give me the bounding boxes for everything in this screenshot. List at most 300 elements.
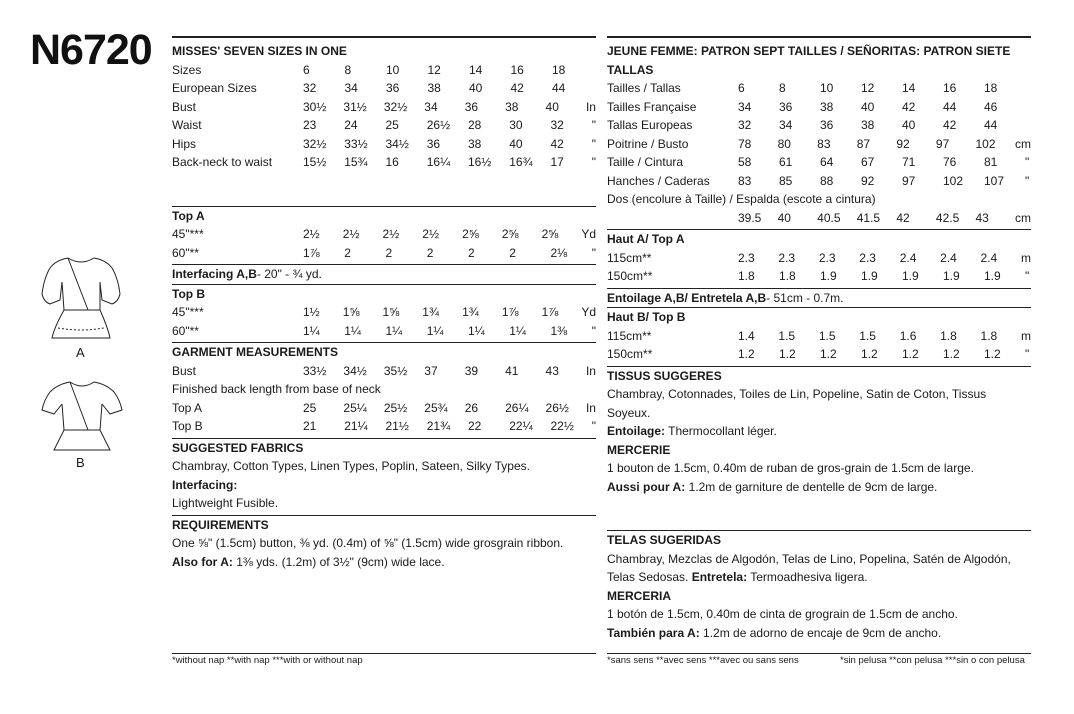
table-cell: 36 [386,81,400,95]
table-row [607,116,1031,135]
table-cell: 26½ [426,118,451,132]
table-row [607,172,1031,191]
table-cell: 44 [552,81,566,95]
table-cell: 25¼ [343,400,367,415]
fabrics-text [172,457,596,513]
size-chart-fr [607,79,1031,190]
table-cell: 17 [550,155,564,169]
table-cell: 21¼ [344,419,368,433]
unit-cell: " [591,323,597,338]
row-label: 60"** [172,323,199,338]
table-cell: 61 [779,155,793,169]
table-cell: 1¼ [385,323,403,338]
table-cell: 1¼ [509,323,526,338]
section-title-tissus: TISSUS SUGGERES [607,368,722,383]
table-cell: 2.3 [778,250,796,265]
table-cell: 1.4 [738,328,755,343]
table-cell: 35½ [383,363,408,378]
table-cell: 40 [545,99,559,114]
row-label: Hanches / Caderas [607,173,710,188]
table-cell: 37 [424,363,438,378]
telas-text [607,550,1031,587]
table-cell: 1¼ [303,323,320,338]
table-cell: 1.2 [984,347,1001,361]
table-cell: 1.8 [779,269,796,283]
table-cell: 34½ [385,136,409,151]
table-row [172,61,596,80]
figure-a-label: A [76,345,85,360]
row-label: Tailles Française [607,99,697,114]
table-cell: 36 [820,118,834,132]
unit-cell: " [591,136,597,151]
table-row [607,209,1031,228]
table-cell: 12 [427,62,441,77]
table-cell: 16½ [468,155,492,169]
table-cell: 16¾ [509,155,533,169]
table-row [607,135,1031,154]
table-cell: 2 [509,245,516,260]
footnote-fr: *sans sens **avec sens ***avec ou sans sens [607,655,799,666]
table-cell: 34 [344,81,358,95]
entoilage2-text: Thermocollant léger. [665,424,777,438]
entoilage-label: Entoilage A,B/ Entretela A,B [607,290,767,305]
table-cell: 31½ [343,99,367,114]
table-row [172,98,596,117]
table-cell: 30 [509,118,523,132]
table-cell: 22¼ [509,419,533,433]
table-cell: 44 [984,118,998,132]
table-cell: 16 [943,81,957,95]
row-label: European Sizes [172,81,257,95]
tambien-text: 1.2m de adorno de encaje de 9cm de ancho. [699,625,942,640]
table-cell: 1⅞ [541,305,559,319]
garment-length-rows [172,399,596,436]
table-cell: 22½ [550,419,574,433]
table-cell: 1.9 [984,269,1001,283]
table-cell: 92 [896,136,910,151]
row-label: Tallas Europeas [607,118,693,132]
unit-cell: m [1020,328,1031,343]
unit-cell: m [1020,250,1031,265]
table-cell: 1¼ [344,323,361,338]
table-cell: 21¾ [426,419,451,433]
table-cell: 1¾ [422,305,439,319]
table-row [172,153,596,172]
tissus-text: Chambray, Cotonnades, Toiles de Lin, Popeline, Satin de Coton, Tissus Soyeux. [607,387,987,420]
table-cell: 14 [902,81,916,95]
table-cell: 32 [303,81,317,95]
table-cell: 15¾ [344,155,368,169]
table-row [172,417,596,436]
table-cell: 2½ [303,227,320,241]
table-cell: 2.3 [859,250,876,265]
table-cell: 18 [984,81,998,95]
row-label: 115cm** [607,250,652,265]
table-cell: 18 [552,62,566,77]
table-cell: 32 [738,118,752,132]
table-cell: 43 [545,363,559,378]
table-cell: 44 [943,99,957,114]
table-row [172,79,596,98]
table-cell: 41.5 [856,210,881,225]
top-a-illustration-icon [38,252,124,344]
row-label: 115cm** [607,328,652,343]
top-b-illustration-icon [40,378,124,454]
entoilage-row [607,289,1031,308]
table-cell: 39.5 [738,210,762,225]
table-cell: 38 [505,99,519,114]
table-cell: 1¼ [426,323,444,338]
table-cell: 42 [943,118,957,132]
section-title-haut-b: Haut B/ Top B [607,310,686,324]
table-row [607,79,1031,98]
table-cell: 2.4 [980,250,998,265]
also-text: 1⅜ yds. (1.2m) of 3½" (9cm) wide lace. [232,554,445,569]
section-title-garment: GARMENT MEASUREMENTS [172,345,339,359]
table-cell: 2 [385,245,393,260]
table-cell: 1.8 [940,328,957,343]
table-cell: 23 [303,118,317,132]
table-cell: 1.2 [943,347,960,361]
table-cell: 24 [344,118,358,132]
unit-cell: cm [1015,210,1032,225]
table-cell: 1.9 [902,269,919,283]
table-cell: 34 [738,99,752,114]
size-chart [172,61,596,172]
table-cell: 1⅞ [303,245,320,260]
table-cell: 8 [779,81,786,95]
table-cell: 2.4 [899,250,917,265]
row-label: Poitrine / Busto [607,136,689,151]
table-cell: 1.5 [859,328,876,343]
table-cell: 2 [344,245,351,260]
table-cell: 1.6 [899,328,917,343]
interfacing-label: Interfacing A,B [172,267,257,281]
table-cell: 38 [861,118,875,132]
unit-cell: In [585,99,596,114]
french-spanish-column [607,36,1031,642]
table-cell: 40 [469,81,483,95]
section-title-fabrics: SUGGESTED FABRICS [172,440,304,455]
table-row [172,135,596,154]
row-label: Top B [172,419,203,433]
table-cell: 42 [510,81,524,95]
table-cell: 40 [509,136,523,151]
table-cell: 1.5 [818,328,836,343]
table-cell: 1.2 [861,347,878,361]
table-cell: 1⅞ [501,305,519,319]
table-cell: 1.9 [820,269,837,283]
aussi-label: Aussi pour A: [607,479,686,494]
entretela-text: Termoadhesiva ligera. [747,570,868,584]
table-cell: 1⅝ [382,305,400,319]
table-cell: 30½ [303,99,327,114]
table-cell: 1.5 [778,328,796,343]
table-cell: 6 [738,81,745,95]
table-cell: 21½ [385,419,409,433]
table-cell: 25 [385,118,399,132]
table-cell: 1¼ [468,323,485,338]
unit-cell: " [591,155,597,169]
unit-cell: cm [1015,136,1032,151]
table-cell: 40 [777,210,791,225]
table-cell: 10 [386,62,400,77]
footnote-rule-left [172,653,596,654]
table-cell: 76 [943,155,957,169]
section-title-top-a: Top A [172,208,205,223]
table-cell: 25½ [383,400,408,415]
tambien-para-a [607,624,1031,643]
row-label [607,209,738,228]
top-b-yardage [172,303,596,340]
row-label: 45"*** [172,227,204,241]
table-cell: 80 [777,136,791,151]
table-cell: 78 [738,136,752,151]
entoilage-value: - 51cm - 0.7m. [766,290,844,305]
table-cell: 1.2 [902,347,919,361]
table-cell: 102 [975,136,996,151]
table-cell: 26¼ [505,400,529,415]
finished-back-label: Finished back length from base of neck [172,382,381,396]
table-cell: 28 [468,118,482,132]
row-label: Hips [172,136,197,151]
table-cell: 67 [861,155,875,169]
row-label: 150cm** [607,269,653,283]
table-cell: 34½ [343,363,367,378]
table-cell: 39 [464,363,479,378]
table-cell: 1¾ [462,305,479,319]
fabrics-interfacing-label: Interfacing: [172,477,238,492]
footnote-rule-right [607,653,1031,654]
table-cell: 26 [464,400,479,415]
table-cell: 38 [468,136,482,151]
header-rule [172,36,596,38]
requirements-text: One ⅝" (1.5cm) button, ⅜ yd. (0.4m) of ⅝" (1.5cm) wide grosgrain ribbon. [172,536,564,550]
table-cell: 85 [779,173,793,188]
table-cell: 33½ [303,363,327,378]
table-cell: 2.3 [818,250,836,265]
haut-b-yardage [607,327,1031,364]
table-cell: 26½ [545,400,569,415]
table-cell: 1.9 [943,269,960,283]
table-cell: 97 [902,173,916,188]
row-label: Tailles / Tallas [607,81,681,95]
table-cell: 58 [738,155,752,169]
section-title-telas: TELAS SUGERIDAS [607,533,722,547]
table-cell: 22 [468,419,482,433]
unit-cell: " [591,118,597,132]
unit-cell: " [1025,347,1030,361]
table-cell: 92 [861,173,875,188]
table-cell: 10 [820,81,834,95]
figure-b-label: B [76,455,85,470]
table-row [607,327,1031,346]
table-cell: 1.8 [738,269,755,283]
table-cell: 2 [426,245,434,260]
row-label: 60"** [172,245,199,260]
unit-cell: " [1025,155,1030,169]
also-label: Also for A: [172,554,233,569]
table-cell: 2⅝ [501,227,519,241]
table-cell: 16¼ [426,155,451,169]
telas-list: Chambray, Mezclas de Algodón, Telas de Lino, Popelina, Satén de Algodón, Telas Sedosas. [607,551,1011,584]
tambien-label: También para A: [607,625,700,640]
unit-cell: Yd [581,227,597,241]
table-cell: 34 [779,118,793,132]
table-cell: 25 [303,400,317,415]
table-cell: 38 [427,81,441,95]
header-rule [607,36,1031,38]
table-cell: 32½ [383,99,408,114]
entoilage2-label: Entoilage: [607,424,666,438]
table-cell: 107 [984,173,1005,188]
table-row [172,399,596,418]
table-cell: 6 [303,62,310,77]
mercerie-text: 1 bouton de 1.5cm, 0.40m de ruban de gros-grain de 1.5cm de large. [607,461,974,475]
row-label: Waist [172,118,202,132]
section-title-merceria: MERCERIA [607,588,672,603]
row-label: 45"*** [172,305,204,319]
table-row [172,303,596,322]
section-title-haut-a: Haut A/ Top A [607,232,685,246]
section-title-sizes-fr: JEUNE FEMME: PATRON SEPT TAILLES / SEÑORITAS: PATRON SIETE TALLAS [607,44,1011,77]
unit-cell: " [591,419,597,433]
section-title-mercerie: MERCERIE [607,442,671,457]
dos-row [607,209,1031,228]
row-label: Sizes [172,62,202,77]
table-cell: 8 [344,62,352,77]
table-cell: 1.2 [779,347,796,361]
unit-cell: In [585,363,596,378]
table-cell: 2.3 [738,250,755,265]
also-for-a [172,553,596,572]
interfacing-value: - 20" - ¾ yd. [256,267,322,281]
row-label: Back-neck to waist [172,155,273,169]
table-cell: 38 [820,99,834,114]
aussi-text: 1.2m de garniture de dentelle de 9cm de large. [685,479,938,494]
table-cell: 2.4 [940,250,957,265]
table-cell: 42 [902,99,916,114]
table-cell: 34 [424,99,438,114]
table-cell: 46 [984,99,998,114]
table-cell: 83 [817,136,831,151]
table-row [607,249,1031,268]
table-row [172,362,596,381]
table-cell: 32½ [303,136,327,151]
table-cell: 15½ [303,155,327,169]
table-cell: 2½ [422,227,439,241]
table-cell: 12 [861,81,875,95]
table-row [172,225,596,244]
table-cell: 41 [505,363,519,378]
table-cell: 83 [738,173,752,188]
table-row [172,116,596,135]
table-cell: 21 [303,419,317,433]
table-cell: 16 [510,62,524,77]
english-column [172,36,596,571]
table-cell: 32 [550,118,564,132]
table-cell: 36 [426,136,441,151]
table-cell: 42 [550,136,564,151]
table-cell: 25¾ [424,400,448,415]
table-cell: 1.2 [820,347,837,361]
table-cell: 102 [943,173,964,188]
table-cell: 81 [984,155,998,169]
table-row [607,153,1031,172]
table-cell: 40 [902,118,916,132]
table-cell: 64 [820,155,834,169]
table-cell: 97 [935,136,950,151]
aussi-pour-a [607,478,1031,497]
table-cell: 2⅛ [550,245,568,260]
table-cell: 1.2 [738,347,755,361]
section-title-requirements: REQUIREMENTS [172,517,269,532]
unit-cell: " [591,245,597,260]
table-row [172,244,596,263]
table-cell: 71 [902,155,916,169]
table-cell: 1⅝ [342,305,360,319]
table-cell: 2⅝ [541,227,559,241]
table-cell: 14 [469,62,483,77]
pattern-number: N6720 [30,26,152,74]
top-a-yardage [172,225,596,262]
table-cell: 2⅝ [462,227,479,241]
footnote-es: *sin pelusa **con pelusa ***sin o con pelusa [840,655,1025,666]
table-row [172,322,596,341]
table-cell: 43 [975,210,989,225]
row-label: Bust [172,363,197,378]
table-cell: 2 [468,245,475,260]
dos-label: Dos (encolure à Taille) / Espalda (escote a cintura) [607,192,876,206]
table-cell: 42 [896,210,910,225]
table-row [607,267,1031,286]
table-cell: 1.9 [861,269,878,283]
table-cell: 33½ [344,136,368,151]
table-cell: 1½ [303,305,320,319]
table-row [607,345,1031,364]
section-title-top-b: Top B [172,286,206,301]
table-cell: 1.8 [980,328,998,343]
footnote-en: *without nap **with nap ***with or without nap [172,655,363,666]
unit-cell: " [1025,269,1030,283]
row-label: Top A [172,400,203,415]
fabrics-interfacing-text: Lightweight Fusible. [172,496,279,510]
table-cell: 2½ [382,227,400,241]
garment-bust-row [172,362,596,381]
table-cell: 36 [779,99,793,114]
table-cell: 1⅜ [550,323,568,338]
entoilage-text [607,422,1031,441]
entretela-label: Entretela: [691,570,748,584]
row-label: Bust [172,99,197,114]
table-cell: 16 [385,155,399,169]
haut-a-yardage [607,249,1031,286]
fabrics-list: Chambray, Cotton Types, Linen Types, Poplin, Sateen, Silky Types. [172,459,530,473]
table-row [607,98,1031,117]
unit-cell: Yd [581,305,597,319]
table-cell: 2½ [342,227,360,241]
table-cell: 36 [464,99,479,114]
table-cell: 87 [856,136,871,151]
interfacing-row [172,265,596,284]
table-cell: 40 [861,99,875,114]
unit-cell: In [585,400,596,415]
table-cell: 88 [820,173,834,188]
merceria-text: 1 botón de 1.5cm, 0.40m de cinta de grograin de 1.5cm de ancho. [607,607,958,621]
row-label: Taille / Cintura [607,155,684,169]
section-title-sizes: MISSES' SEVEN SIZES IN ONE [172,44,347,58]
row-label: 150cm** [607,347,653,361]
